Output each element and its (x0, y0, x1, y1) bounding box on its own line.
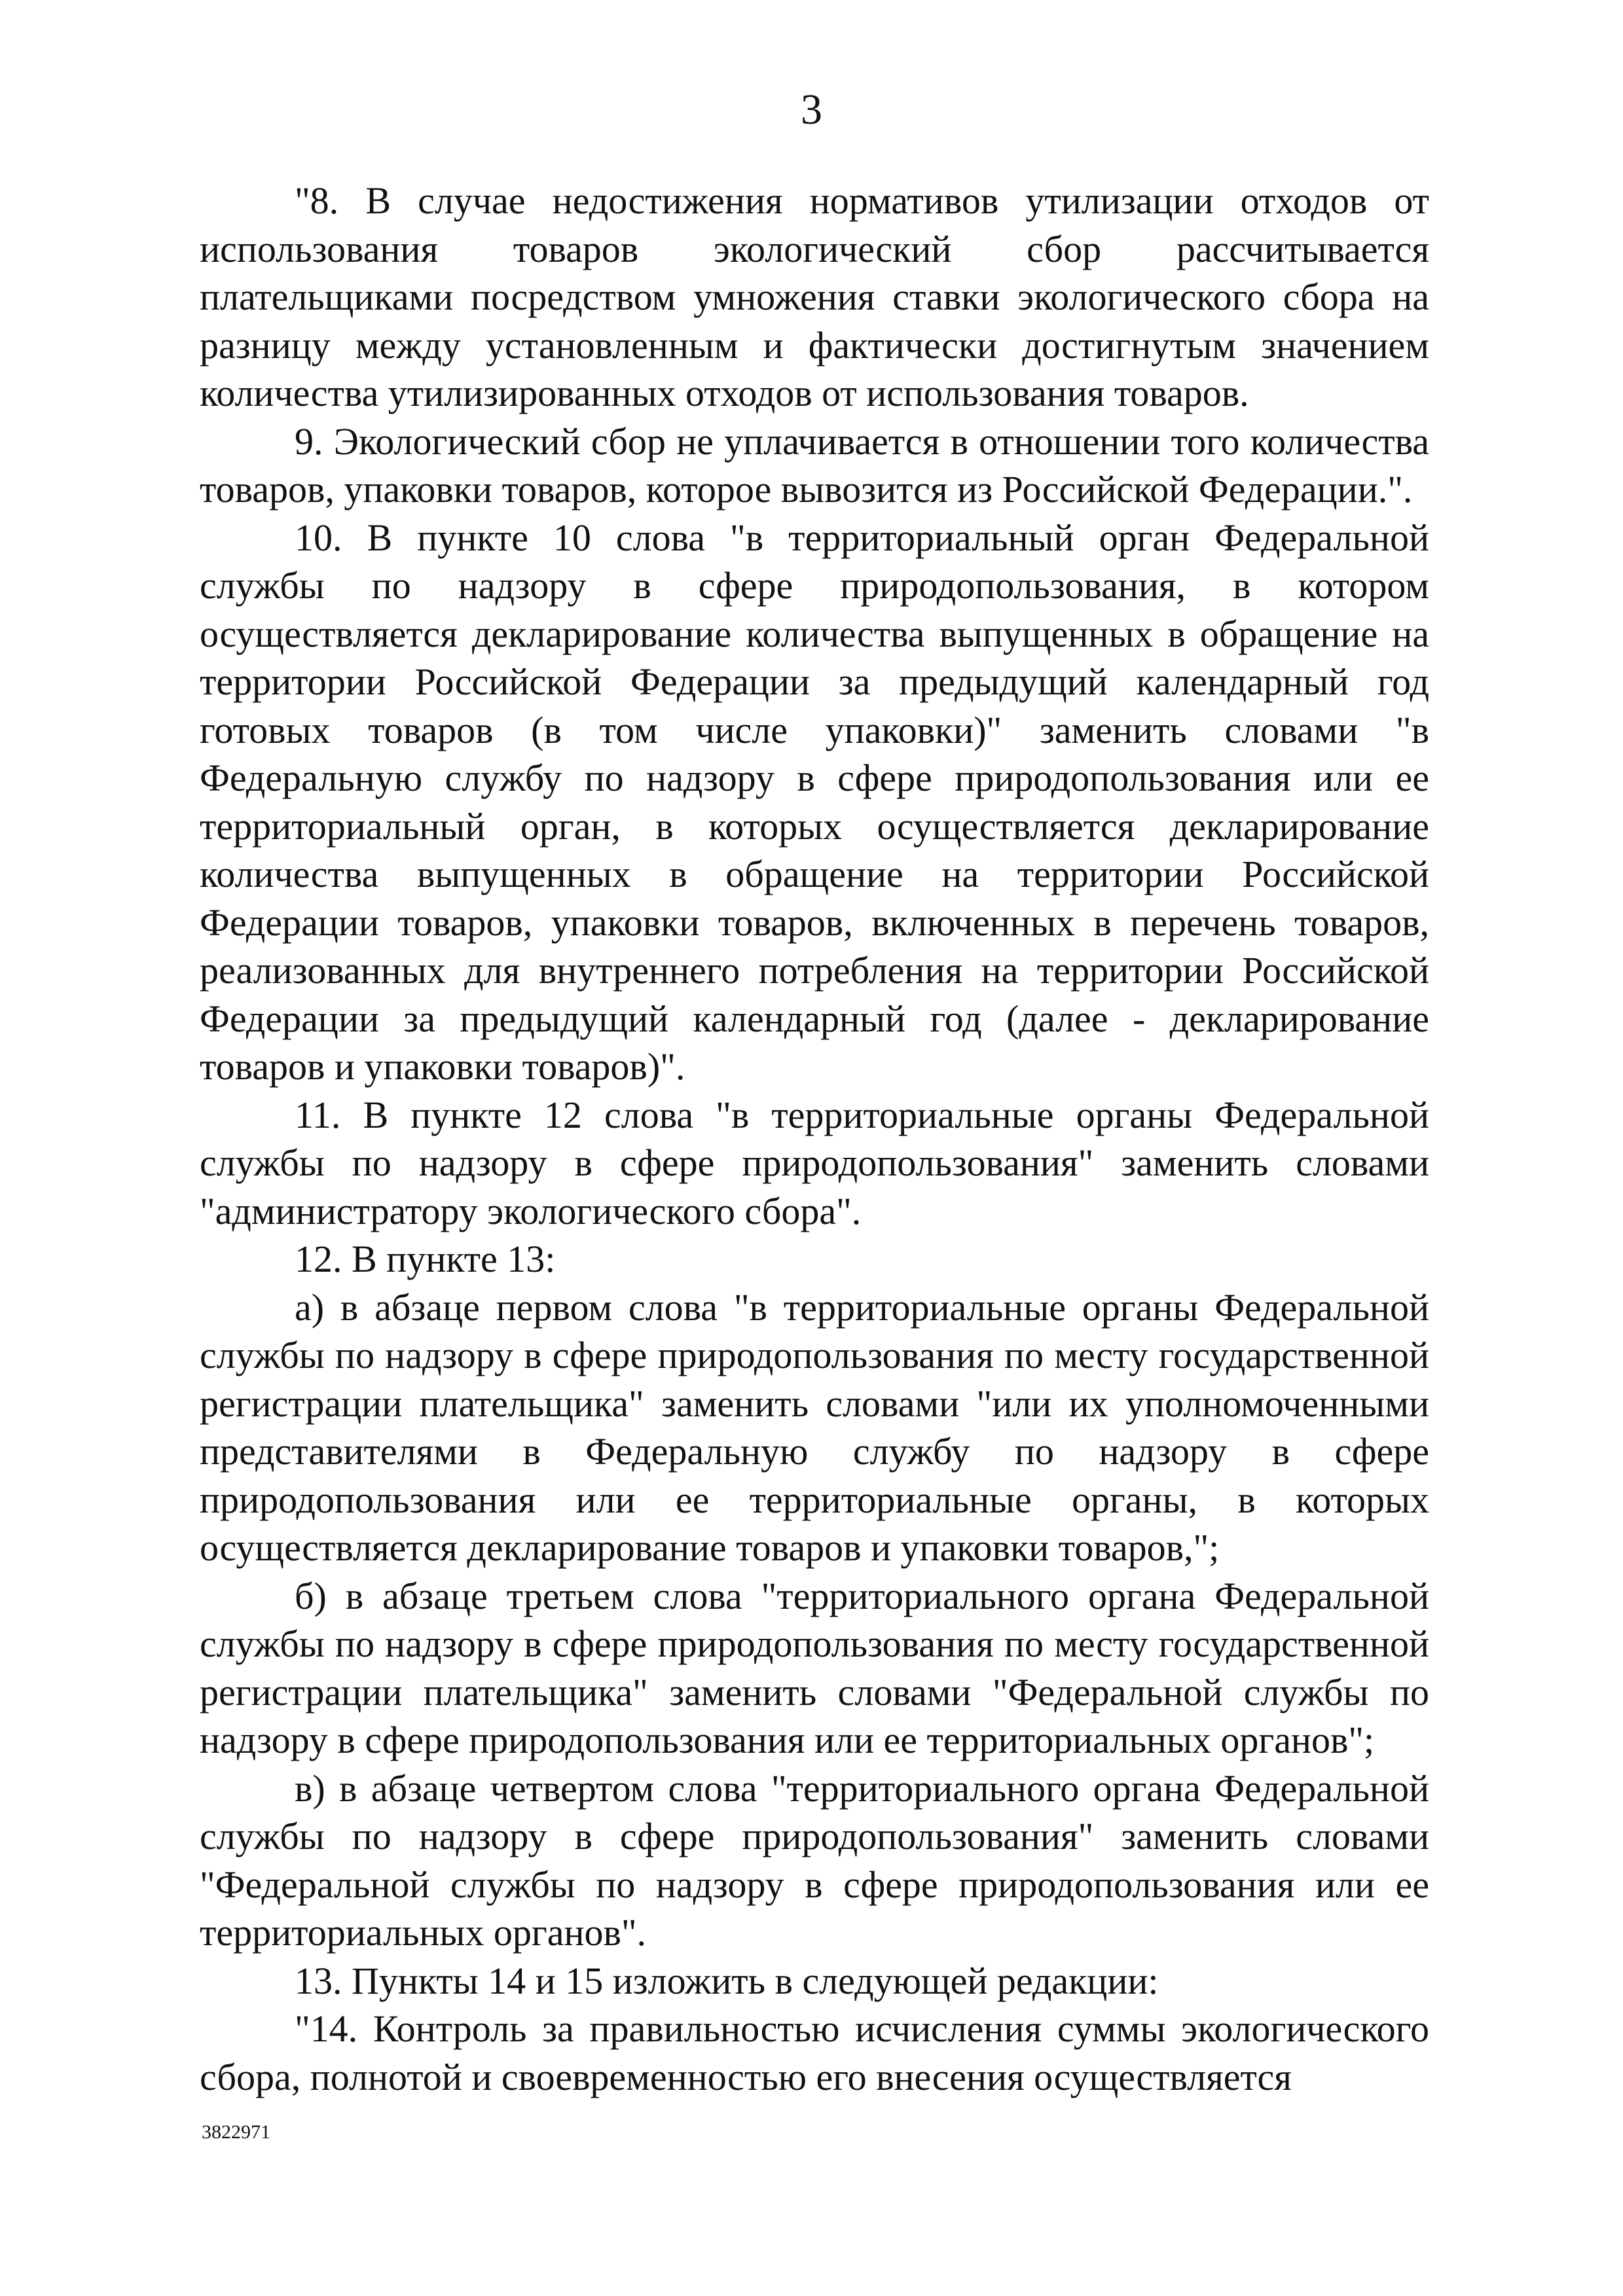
document-id: 3822971 (202, 2121, 270, 2143)
paragraph-12b: б) в абзаце третьем слова "территориального органа Федеральной службы по надзору в сфере природопользования по месту государственной регистрации плательщика" заменить словами "Федеральной службы по надзору в сфере природопользования или ее территориальных органов"; (200, 1574, 1429, 1761)
document-body (200, 177, 1429, 2101)
paragraph-9: 9. Экологический сбор не уплачивается в отношении того количества товаров, упаковки товаров, которое вывозится из Российской Федерации.". (200, 420, 1429, 511)
paragraph-12v: в) в абзаце четвертом слова "территориального органа Федеральной службы по надзору в сфере природопользования" заменить словами "Федеральной службы по надзору в сфере природопользования или ее территориальных органов". (200, 1767, 1429, 1954)
paragraph-12a: а) в абзаце первом слова "в территориальные органы Федеральной службы по надзору в сфере природопользования по месту государственной регистрации плательщика" заменить словами "или их уполномоченными представителями в Федеральную службу по надзору в сфере природопользования или ее территориальные органы, в которых осуществляется декларирование товаров и упаковки товаров,"; (200, 1285, 1429, 1569)
paragraph-12: 12. В пункте 13: (295, 1238, 556, 1280)
paragraph-14: "14. Контроль за правильностью исчисления суммы экологического сбора, полнотой и своевременностью его внесения осуществляется (200, 2007, 1429, 2098)
page-number: 3 (801, 86, 822, 134)
paragraph-10: 10. В пункте 10 слова "в территориальный орган Федеральной службы по надзору в сфере природопользования, в котором осуществляется декларирование количества выпущенных в обращение на территории Российской Федерации за предыдущий календарный год готовых товаров (в том числе упаковки)" заменить словами "в Федеральную службу по надзору в сфере природопользования или ее территориальный орган, в которых осуществляется декларирование количества выпущенных в обращение на территории Российской Федерации товаров, упаковки товаров, включенных в перечень товаров, реализованных для внутреннего потребления на территории Российской Федерации за предыдущий календарный год (далее - декларирование товаров и упаковки товаров)". (200, 516, 1429, 1088)
paragraph-8: "8. В случае недостижения нормативов утилизации отходов от использования товаров экологический сбор рассчитывается плательщиками посредством умножения ставки экологического сбора на разницу между установленным и фактически достигнутым значением количества утилизированных отходов от использования товаров. (200, 179, 1429, 414)
paragraph-13: 13. Пункты 14 и 15 изложить в следующей редакции: (295, 1959, 1159, 2002)
paragraph-11: 11. В пункте 12 слова "в территориальные органы Федеральной службы по надзору в сфере природопользования" заменить словами "администратору экологического сбора". (200, 1093, 1429, 1232)
